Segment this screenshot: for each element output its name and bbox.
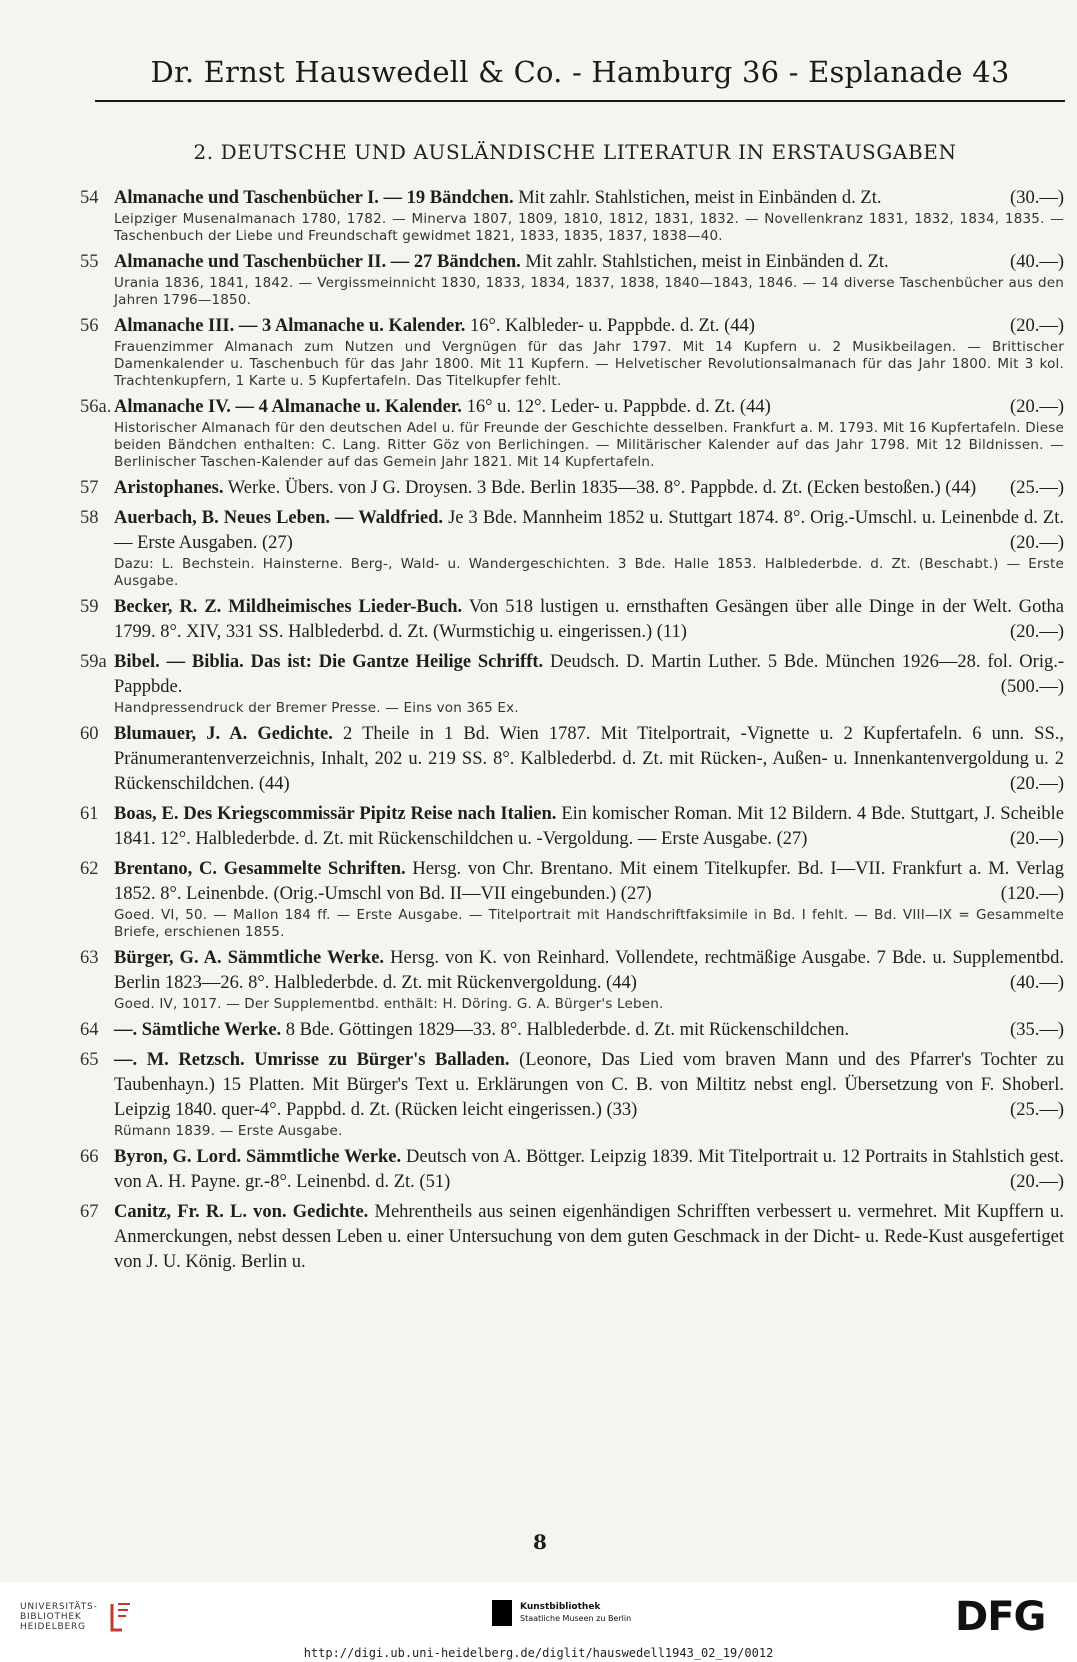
catalog-entry	[80, 186, 1064, 245]
entry-description	[114, 250, 1064, 275]
entry-description	[114, 476, 1064, 501]
entry-note: Frauenzimmer Almanach zum Nutzen und Vergnügen für das Jahr 1797. Mit 14 Kupfern u. 2 Musikbeilagen. — Brittischer Damenkalender u. Taschenbuch für das Jahr 1800. Mit 11 Kupfern. — Helvetischer Revolutionsalmanach für das Jahr 1800. Mit 3 kol. Trachtenkupfern, 1 Karte u. 5 Kupfertafeln. Das Titelkupfer fehlt.	[114, 339, 1064, 389]
entry-title: Bibel. — Biblia. Das ist: Die Gantze Heilige Schrifft.	[114, 652, 544, 672]
entry-note: Leipziger Musenalmanach 1780, 1782. — Minerva 1807, 1809, 1810, 1812, 1831, 1832. — Novellenkranz 1831, 1832, 1834, 1835. — Taschenbuch der Liebe und Freundschaft gewidmet 1821, 1833, 1835, 1837, 1838—40.	[114, 211, 1064, 244]
catalog-entry	[80, 595, 1064, 645]
page-header-title: Dr. Ernst Hauswedell & Co. - Hamburg 36 - Esplanade 43	[150, 55, 1010, 89]
catalog-entry	[80, 1200, 1064, 1275]
entry-number: 67	[80, 1202, 99, 1222]
entry-title: Almanache und Taschenbücher II. — 27 Bändchen.	[114, 252, 521, 272]
entry-title: Auerbach, B. Neues Leben. — Waldfried.	[114, 508, 444, 528]
catalog-entry	[80, 1048, 1064, 1140]
entry-number: 54	[80, 188, 99, 208]
header-rule	[95, 100, 1065, 102]
kunstbibliothek-mark-icon	[492, 1600, 512, 1626]
entry-body: 16°. Kalbleder- u. Pappbde. d. Zt. (44)	[465, 316, 755, 336]
catalog-entry	[80, 650, 1064, 717]
entry-number: 61	[80, 804, 99, 824]
entry-title: Almanache III. — 3 Almanache u. Kalender.	[114, 316, 466, 336]
entry-description	[114, 802, 1064, 852]
entry-number: 58	[80, 508, 99, 528]
entry-body: Deutsch von A. Böttger. Leipzig 1839. Mit Titelportrait u. 12 Portraits in Stahlstich gest. von A. H. Payne. gr.-8°. Leinenbd. d. Zt. (51)	[114, 1147, 1064, 1192]
entry-note: Goed. VI, 50. — Mallon 184 ff. — Erste Ausgabe. — Titelportrait mit Handschriftfaksimile in Bd. I fehlt. — Bd. VIII—IX = Gesammelte Briefe, erschienen 1855.	[114, 907, 1064, 940]
catalog-entry	[80, 250, 1064, 309]
entry-body: Von 518 lustigen u. ernsthaften Gesängen über alle Dinge in der Welt. Gotha 1799. 8°. XIV, 331 SS. Halblederbd. d. Zt. (Wurmstichig u. eingerissen.) (11)	[114, 597, 1065, 642]
entry-title: Becker, R. Z. Mildheimisches Lieder-Buch.	[114, 597, 463, 617]
entry-body: Deudsch. D. Martin Luther. 5 Bde. München 1926—28. fol. Orig.-Pappbde.	[114, 652, 1065, 697]
entry-body: Werke. Übers. von J G. Droysen. 3 Bde. Berlin 1835—38. 8°. Pappbde. d. Zt. (Ecken bestoßen.) (44)	[223, 478, 977, 498]
entry-price: (20.—)	[1010, 316, 1064, 336]
entry-body: Mehrentheils aus seinen eigenhändigen Schrifften verbessert u. vermehret. Mit Kupffern u. Anmerckungen, nebst dessen Leben u. einer Untersuchung von dem guten Geschmack in der Dicht- u. Rede-Kust ausgefertiget von J. U. König. Berlin u.	[114, 1202, 1064, 1272]
entry-price: (30.—)	[1010, 188, 1064, 208]
entry-title: Aristophanes.	[114, 478, 224, 498]
entry-title: Byron, G. Lord. Sämmtliche Werke.	[114, 1147, 402, 1167]
entry-number: 59	[80, 597, 99, 617]
entry-number: 57	[80, 478, 99, 498]
entry-price: (20.—)	[1010, 829, 1064, 849]
entry-number: 65	[80, 1050, 99, 1070]
entry-description	[114, 1048, 1064, 1123]
entry-body: Mit zahlr. Stahlstichen, meist in Einbänden d. Zt.	[513, 188, 882, 208]
entry-title: Brentano, C. Gesammelte Schriften.	[114, 859, 406, 879]
catalog-entry	[80, 395, 1064, 471]
entry-number: 63	[80, 948, 99, 968]
entry-price: (500.—)	[1000, 677, 1064, 697]
entry-description	[114, 1145, 1064, 1195]
entry-number: 62	[80, 859, 99, 879]
entry-body: 2 Theile in 1 Bd. Wien 1787. Mit Titelportrait, -Vignette u. 2 Kupfertafeln. 6 unn. SS., Pränumerantenverzeichnis, Inhalt, 202 u. 219 SS. 8°. Kalblederbd. d. Zt. mit Rücken-, Außen- u. Innenkantenvergoldung u. 2 Rückenschildchen. (44)	[114, 724, 1064, 794]
catalog-entry	[80, 857, 1064, 941]
section-title: 2. DEUTSCHE UND AUSLÄNDISCHE LITERATUR IN ERSTAUSGABEN	[193, 140, 957, 164]
entry-title: —. Sämtliche Werke.	[114, 1020, 282, 1040]
entry-description	[114, 1200, 1064, 1275]
entry-title: —. M. Retzsch. Umrisse zu Bürger's Balladen.	[114, 1050, 510, 1070]
entry-title: Blumauer, J. A. Gedichte.	[114, 724, 333, 744]
entry-body: Hersg. von K. von Reinhard. Vollendete, rechtmäßige Ausgabe. 7 Bde. u. Supplementbd. Berlin 1823—26. 8°. Halblederbde. d. Zt. mit Rückenvergoldung. (44)	[114, 948, 1064, 993]
entry-description	[114, 1018, 1064, 1043]
entry-note: Dazu: L. Bechstein. Hainsterne. Berg-, Wald- u. Wandergeschichten. 3 Bde. Halle 1853. Halblederbde. d. Zt. (Beschabt.) — Erste Ausgabe.	[114, 556, 1064, 589]
entry-number: 60	[80, 724, 99, 744]
catalog-entry	[80, 946, 1064, 1013]
catalog-entry	[80, 802, 1064, 852]
entry-price: (20.—)	[1010, 622, 1064, 642]
entry-number: 56a.	[80, 397, 112, 417]
entry-note: Rümann 1839. — Erste Ausgabe.	[114, 1123, 343, 1139]
entry-body: 8 Bde. Göttingen 1829—33. 8°. Halblederbde. d. Zt. mit Rückenschildchen.	[281, 1020, 850, 1040]
entry-price: (20.—)	[1010, 533, 1064, 553]
entry-title: Bürger, G. A. Sämmtliche Werke.	[114, 948, 385, 968]
entry-note: Goed. IV, 1017. — Der Supplementbd. enthält: H. Döring. G. A. Bürger's Leben.	[114, 996, 664, 1012]
entry-note: Historischer Almanach für den deutschen Adel u. für Freunde der Geschichte desselben. Frankfurt a. M. 1793. Mit 16 Kupfertafeln. Diese beiden Bändchen enthalten: C. Lang. Ritter Göz von Berlichingen. — Militärischer Kalender auf das Jahr 1798. Mit 12 Bildnissen. — Berlinischer Taschen-Kalender auf das Gemein Jahr 1821. Mit 14 Kupfertafeln.	[114, 420, 1064, 470]
catalog-entry	[80, 1018, 1064, 1043]
entry-price: (20.—)	[1010, 774, 1064, 794]
entry-price: (20.—)	[1010, 397, 1064, 417]
permalink-url[interactable]: http://digi.ub.uni-heidelberg.de/diglit/hauswedell1943_02_19/0012	[303, 1646, 774, 1660]
kunstbibliothek-subtitle: Staatliche Museen zu Berlin	[520, 1614, 632, 1623]
entry-title: Canitz, Fr. R. L. von. Gedichte.	[114, 1202, 369, 1222]
dfg-logo[interactable]: DFG	[955, 1594, 1046, 1640]
entry-number: 59a	[80, 652, 107, 672]
entry-number: 66	[80, 1147, 99, 1167]
entry-price: (25.—)	[1010, 1100, 1064, 1120]
entry-price: (120.—)	[1000, 884, 1064, 904]
catalog-entry	[80, 1145, 1064, 1195]
entry-title: Boas, E. Des Kriegscommissär Pipitz Reise nach Italien.	[114, 804, 557, 824]
entry-body: Mit zahlr. Stahlstichen, meist in Einbänden d. Zt.	[520, 252, 889, 272]
entry-note: Handpressendruck der Bremer Presse. — Eins von 365 Ex.	[114, 700, 519, 716]
catalog-entry	[80, 506, 1064, 590]
entry-body: Ein komischer Roman. Mit 12 Bildern. 4 Bde. Stuttgart, J. Scheible 1841. 12°. Halblederbde. d. Zt. mit Rückenschildchen u. -Vergoldung. — Erste Ausgabe. (27)	[114, 804, 1064, 849]
catalog-entries	[80, 186, 1064, 1280]
entry-body: (Leonore, Das Lied vom braven Mann und des Pfarrer's Tochter zu Taubenhayn.) 15 Platten. Mit Bürger's Text u. Erklärungen von C. B. von Miltitz nebst engl. Übersetzung von F. Shoberl. Leipzig 1840. quer-4°. Pappbd. d. Zt. (Rücken leicht eingerissen.) (33)	[114, 1050, 1064, 1120]
university-name: UNIVERSITÄTS- BIBLIOTHEK HEIDELBERG	[20, 1602, 98, 1632]
entry-description	[114, 650, 1064, 700]
catalog-entry	[80, 476, 1064, 501]
university-library-logo[interactable]	[20, 1600, 134, 1634]
page-number: 8	[533, 1530, 547, 1554]
entry-body: Je 3 Bde. Mannheim 1852 u. Stuttgart 1874. 8°. Orig.-Umschl. u. Leinenbde d. Zt. — Erste Ausgaben. (27)	[114, 508, 1064, 553]
entry-title: Almanache und Taschenbücher I. — 19 Bändchen.	[114, 188, 514, 208]
entry-number: 55	[80, 252, 99, 272]
entry-price: (35.—)	[1010, 1020, 1064, 1040]
entry-number: 56	[80, 316, 99, 336]
entry-number: 64	[80, 1020, 99, 1040]
entry-description	[114, 314, 1064, 339]
entry-body: Hersg. von Chr. Brentano. Mit einem Titelkupfer. Bd. I—VII. Frankfurt a. M. Verlag 1852. 8°. Leinenbde. (Orig.-Umschl von Bd. II—VII eingebunden.) (27)	[114, 859, 1064, 904]
entry-title: Almanache IV. — 4 Almanache u. Kalender.	[114, 397, 462, 417]
entry-description	[114, 946, 1064, 996]
kunstbibliothek-name: Kunstbibliothek	[520, 1602, 601, 1612]
kunstbibliothek-logo[interactable]	[492, 1600, 631, 1626]
entry-description	[114, 186, 1064, 211]
entry-price: (20.—)	[1010, 1172, 1064, 1192]
catalog-entry	[80, 314, 1064, 390]
catalog-entry	[80, 722, 1064, 797]
entry-description	[114, 506, 1064, 556]
university-emblem-icon	[108, 1600, 134, 1634]
footer	[0, 1582, 1077, 1662]
entry-price: (40.—)	[1010, 252, 1064, 272]
entry-description	[114, 395, 1064, 420]
entry-description	[114, 857, 1064, 907]
entry-price: (40.—)	[1010, 973, 1064, 993]
entry-price: (25.—)	[1010, 478, 1064, 498]
entry-note: Urania 1836, 1841, 1842. — Vergissmeinnicht 1830, 1833, 1834, 1837, 1838, 1840—1843, 1846. — 14 diverse Taschenbücher aus den Jahren 1796—1850.	[114, 275, 1064, 308]
entry-description	[114, 722, 1064, 797]
entry-description	[114, 595, 1064, 645]
entry-body: 16° u. 12°. Leder- u. Pappbde. d. Zt. (44)	[461, 397, 771, 417]
